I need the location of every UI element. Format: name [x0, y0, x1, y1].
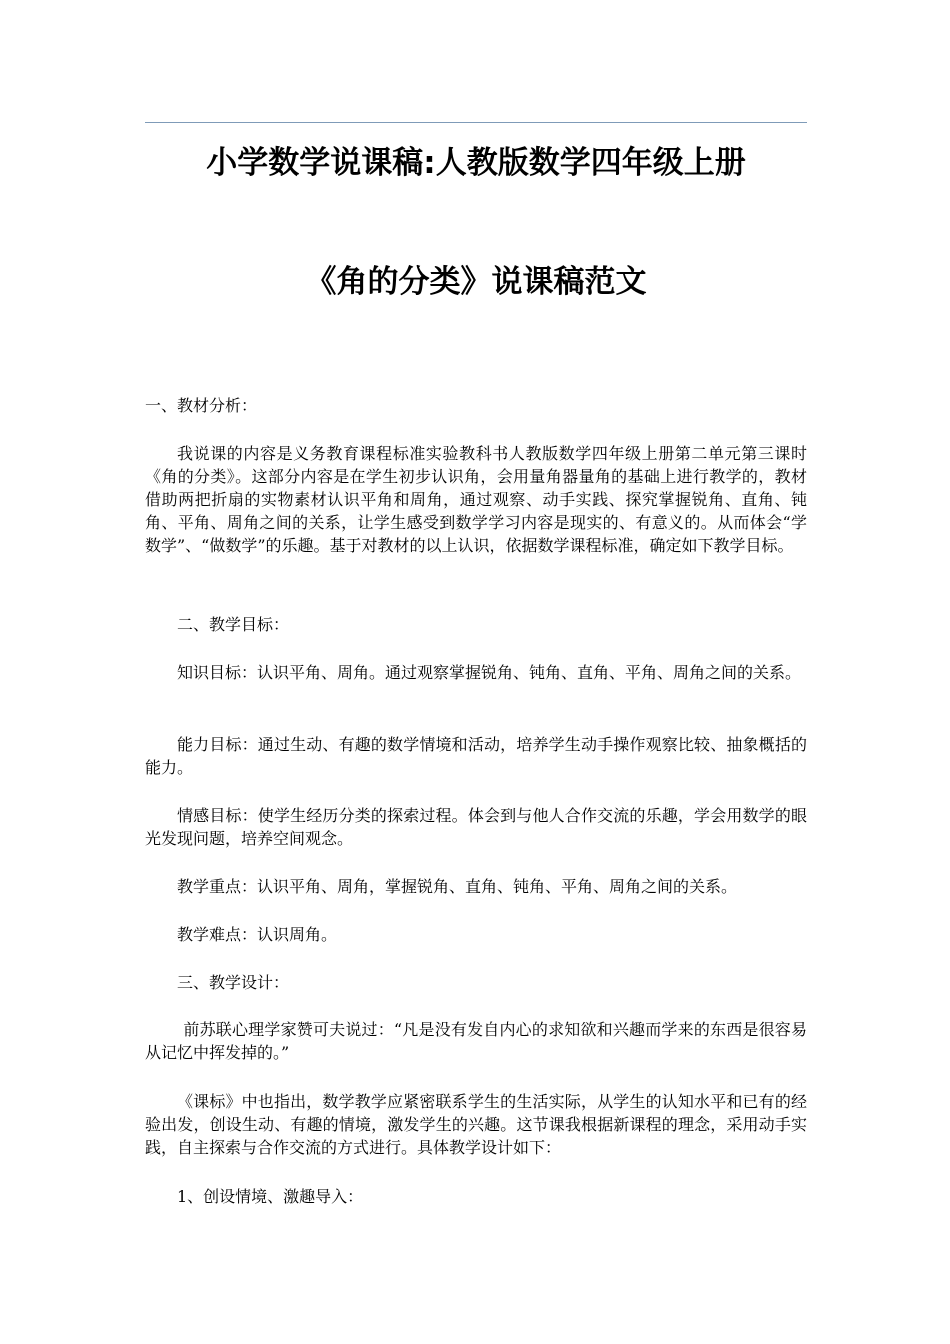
paragraph-knowledge-goal: 知识目标：认识平角、周角。通过观察掌握锐角、钝角、直角、平角、周角之间的关系。: [177, 663, 802, 682]
paragraph-teaching-key-point: 教学重点：认识平角、周角，掌握锐角、直角、钝角、平角、周角之间的关系。: [177, 877, 738, 896]
step-heading-create-situation: 1、创设情境、激趣导入：: [177, 1187, 364, 1206]
paragraph-textbook-analysis: 我说课的内容是义务教育课程标准实验教科书人教版数学四年级上册第二单元第三课时《角的分类》。这部分内容是在学生初步认识角，会用量角器量角的基础上进行教学的，教材借助两把折扇的实物素材认识平角和周角，通过观察、动手实践、探究掌握锐角、直角、钝角、平角、周角之间的关系，让学生感受到数学学习内容是现实的、有意义的。从而体会“学数学”、“做数学”的乐趣。基于对教材的以上认识，依据数学课程标准，确定如下教学目标。: [145, 444, 807, 555]
section-heading-textbook-analysis: 一、教材分析：: [145, 396, 258, 415]
document-title-line-1: 小学数学说课稿:人教版数学四年级上册: [206, 145, 746, 181]
paragraph-emotion-goal: 情感目标：使学生经历分类的探索过程。体会到与他人合作交流的乐趣，学会用数学的眼光发现问题，培养空间观念。: [145, 806, 807, 848]
header-rule: [145, 122, 807, 123]
paragraph-curriculum-standard: 《课标》中也指出，数学教学应紧密联系学生的生活实际，从学生的认知水平和已有的经验出发，创设生动、有趣的情境，激发学生的兴趣。这节课我根据新课程的理念，采用动手实践，自主探索与合作交流的方式进行。具体教学设计如下：: [145, 1092, 807, 1157]
section-heading-teaching-goals: 二、教学目标：: [177, 615, 290, 634]
paragraph-teaching-difficulty: 教学难点：认识周角。: [177, 925, 338, 944]
section-heading-teaching-design: 三、教学设计：: [177, 973, 290, 992]
paragraph-zankov-quote: 前苏联心理学家赞可夫说过：“凡是没有发自内心的求知欲和兴趣而学来的东西是很容易从记忆中挥发掉的。”: [145, 1020, 807, 1062]
paragraph-ability-goal: 能力目标：通过生动、有趣的数学情境和活动，培养学生动手操作观察比较、抽象概括的能力。: [145, 735, 807, 777]
document-title-line-2: 《角的分类》说课稿范文: [305, 264, 647, 300]
